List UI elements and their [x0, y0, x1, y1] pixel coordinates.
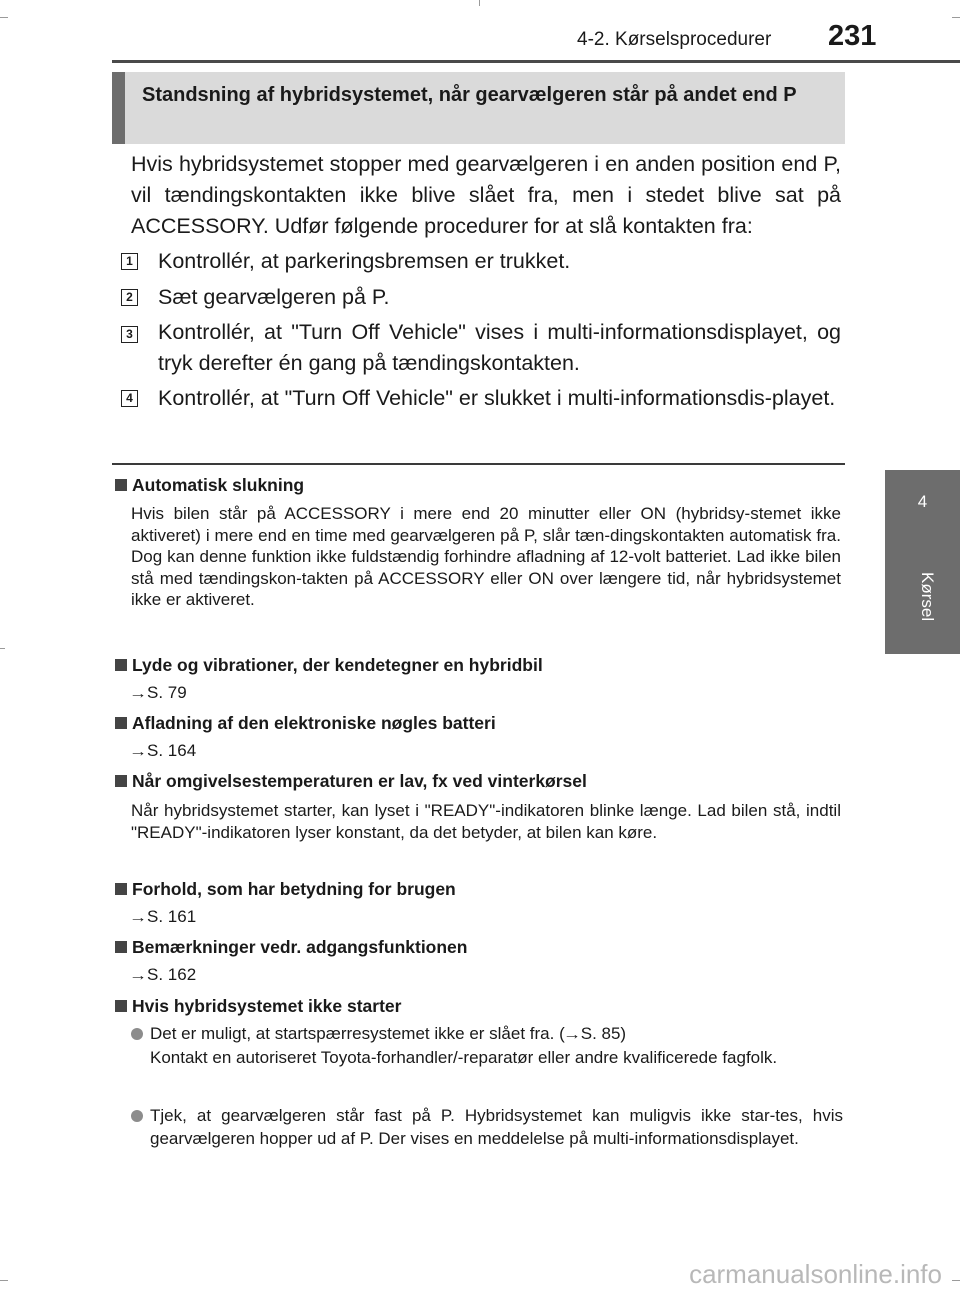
- page-number: 231: [828, 20, 877, 52]
- chapter-label: Kørsel: [918, 572, 937, 622]
- page-reference-link[interactable]: [128, 965, 197, 985]
- round-bullet-icon: [131, 1110, 143, 1122]
- chapter-number: 4: [917, 492, 928, 511]
- crop-mark: [952, 17, 960, 18]
- bullet-text-part: Kontakt en autoriseret Toyota-forhandler/-reparatør eller andre kvalificerede fagfolk.: [150, 1048, 778, 1067]
- intro-paragraph: Hvis hybridsystemet stopper med gearvælgeren i en anden position end P, vil tændingskontakten ikke blive slået fra, men i stedet blive sat på ACCESSORY. Udfør følgende procedurer for at slå kontakten fra:: [131, 152, 841, 238]
- square-bullet-icon: [115, 883, 127, 895]
- page-reference-link[interactable]: [128, 741, 197, 761]
- page-reference-text: S. 79: [147, 683, 187, 702]
- square-bullet-icon: [115, 479, 127, 491]
- page-reference-link[interactable]: [128, 907, 197, 927]
- section-heading: Standsning af hybridsystemet, når gearvælgeren står på andet end P: [142, 84, 797, 106]
- crop-mark: [0, 17, 8, 18]
- section-heading-box: [112, 72, 845, 144]
- page-reference-text: S. 162: [147, 965, 197, 984]
- arrow-right-icon: →: [562, 1026, 581, 1042]
- arrow-right-icon: →: [128, 685, 148, 701]
- square-bullet-icon: [115, 775, 127, 787]
- page-reference-text: S. 164: [147, 741, 197, 760]
- step-number: 3: [121, 326, 138, 343]
- note-title: Lyde og vibrationer, der kendetegner en hybridbil: [132, 655, 543, 675]
- step-number: 4: [121, 390, 138, 407]
- section-title: 4-2. Kørselsprocedurer: [577, 29, 772, 50]
- note-heading: [115, 771, 587, 792]
- note-heading: [115, 879, 456, 900]
- watermark: carmanualsonline.info: [689, 1259, 942, 1289]
- header-rule: [112, 60, 960, 63]
- note-body: Hvis bilen står på ACCESSORY i mere end 20 minutter eller ON (hybridsy-stemet ikke aktiveret) i mere end en time med gearvælgeren på P, slår tæn-dingskontakten automatisk fra. Dog kan denne funktion ikke fuldstændig forhindre afladning af 12-volt batteriet. Lad ikke bilen stå med tændingskon-takten på ACCESSORY eller ON over længere tid, når hybridsystemet ikke er aktiveret.: [131, 504, 841, 609]
- chapter-tab[interactable]: [885, 470, 960, 654]
- crop-mark: [479, 0, 480, 6]
- page-reference-link[interactable]: [562, 1024, 627, 1043]
- arrow-right-icon: →: [128, 967, 148, 983]
- note-title: Når omgivelsestemperaturen er lav, fx ved vinterkørsel: [132, 771, 587, 791]
- note-title: Forhold, som har betydning for brugen: [132, 879, 456, 899]
- note-heading: [115, 713, 496, 734]
- page-reference-text: S. 161: [147, 907, 197, 926]
- square-bullet-icon: [115, 941, 127, 953]
- note-heading: [115, 655, 543, 676]
- step-text: Kontrollér, at "Turn Off Vehicle" vises i multi-informationsdisplayet, og tryk derefter én gang på tændingskontakten.: [158, 320, 841, 375]
- square-bullet-icon: [115, 659, 127, 671]
- note-title: Bemærkninger vedr. adgangsfunktionen: [132, 937, 468, 957]
- bullet-text: [150, 1022, 843, 1069]
- step-number: 1: [121, 253, 138, 270]
- crop-mark: [0, 1280, 8, 1281]
- note-heading: [115, 475, 304, 496]
- crop-mark: [952, 1280, 960, 1281]
- page-reference-link[interactable]: [128, 683, 187, 703]
- note-heading: [115, 937, 467, 958]
- round-bullet-icon: [131, 1028, 143, 1040]
- square-bullet-icon: [115, 1000, 127, 1012]
- step-text: Kontrollér, at parkeringsbremsen er trukket.: [158, 249, 571, 273]
- step-text: Sæt gearvælgeren på P.: [158, 285, 390, 309]
- arrow-right-icon: →: [128, 909, 148, 925]
- bullet-text: Tjek, at gearvælgeren står fast på P. Hybridsystemet kan muligvis ikke star-tes, hvis gearvælgeren hopper ud af P. Der vises en meddelelse på multi-informationsdisplayet.: [150, 1106, 843, 1148]
- step-number: 2: [121, 289, 138, 306]
- arrow-right-icon: →: [128, 743, 148, 759]
- crop-mark: [0, 648, 5, 649]
- section-divider: [112, 463, 845, 465]
- note-title: Afladning af den elektroniske nøgles batteri: [132, 713, 496, 733]
- square-bullet-icon: [115, 717, 127, 729]
- note-title: Hvis hybridsystemet ikke starter: [132, 996, 402, 1016]
- note-body: Når hybridsystemet starter, kan lyset i "READY"-indikatoren blinke længe. Lad bilen stå, indtil "READY"-indikatoren lyser konstant, da det betyder, at bilen kan køre.: [131, 801, 841, 842]
- step-text: Kontrollér, at "Turn Off Vehicle" er slukket i multi-informationsdis-playet.: [158, 386, 836, 410]
- bullet-text-part: Det er muligt, at startspærresystemet ikke er slået fra. (: [150, 1024, 565, 1043]
- note-heading: [115, 996, 401, 1017]
- note-title: Automatisk slukning: [132, 475, 305, 495]
- page-reference-text: S. 85): [580, 1024, 627, 1043]
